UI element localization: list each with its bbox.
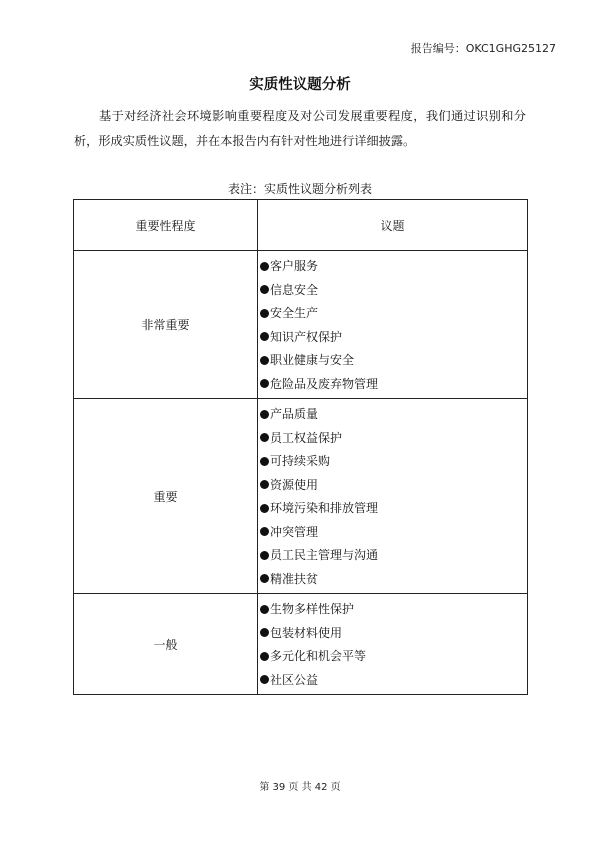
topic-list-cell [258, 399, 528, 594]
topic-list [260, 255, 527, 396]
bullet-icon [260, 652, 269, 661]
list-item: 可持续采购 [260, 450, 527, 474]
page-number: 第 39 页 共 42 页 [259, 782, 341, 793]
bullet-icon [260, 309, 269, 318]
topic-list [260, 598, 527, 692]
report-number: 报告编号：OKC1GHG25127 [410, 42, 556, 55]
bullet-icon [260, 433, 269, 442]
list-item: 安全生产 [260, 302, 527, 326]
bullet-icon [260, 480, 269, 489]
bullet-icon [260, 574, 269, 583]
materiality-table [73, 199, 528, 695]
list-item: 产品质量 [260, 403, 527, 427]
bullet-icon [260, 410, 269, 419]
bullet-icon [260, 605, 269, 614]
column-header-topics: 议题 [258, 200, 528, 251]
topic-list-cell [258, 594, 528, 695]
list-item: 社区公益 [260, 669, 527, 693]
list-item: 精准扶贫 [260, 568, 527, 592]
list-item: 员工民主管理与沟通 [260, 544, 527, 568]
bullet-icon [260, 675, 269, 684]
bullet-icon [260, 262, 269, 271]
bullet-icon [260, 527, 269, 536]
page-title: 实质性议题分析 [249, 77, 351, 93]
list-item: 信息安全 [260, 279, 527, 303]
intro-paragraph: 基于对经济社会环境影响重要程度及对公司发展重要程度，我们通过识别和分析，形成实质性议题，并在本报告内有针对性地进行详细披露。 [74, 109, 526, 148]
table-caption: 表注：实质性议题分析列表 [227, 182, 372, 196]
table-row [74, 251, 528, 399]
list-item: 环境污染和排放管理 [260, 497, 527, 521]
importance-level: 重要 [74, 399, 258, 594]
list-item: 客户服务 [260, 255, 527, 279]
topic-list [260, 403, 527, 591]
bullet-icon [260, 379, 269, 388]
bullet-icon [260, 628, 269, 637]
bullet-icon [260, 285, 269, 294]
table-row [74, 594, 528, 695]
importance-level: 一般 [74, 594, 258, 695]
list-item: 危险品及废弃物管理 [260, 373, 527, 397]
table-row [74, 399, 528, 594]
bullet-icon [260, 356, 269, 365]
importance-level: 非常重要 [74, 251, 258, 399]
bullet-icon [260, 504, 269, 513]
list-item: 资源使用 [260, 474, 527, 498]
bullet-icon [260, 332, 269, 341]
list-item: 包装材料使用 [260, 622, 527, 646]
list-item: 多元化和机会平等 [260, 645, 527, 669]
list-item: 知识产权保护 [260, 326, 527, 350]
list-item: 员工权益保护 [260, 427, 527, 451]
bullet-icon [260, 457, 269, 466]
bullet-icon [260, 551, 269, 560]
list-item: 职业健康与安全 [260, 349, 527, 373]
topic-list-cell [258, 251, 528, 399]
table-header-row [74, 200, 528, 251]
list-item: 冲突管理 [260, 521, 527, 545]
list-item: 生物多样性保护 [260, 598, 527, 622]
column-header-importance: 重要性程度 [74, 200, 258, 251]
